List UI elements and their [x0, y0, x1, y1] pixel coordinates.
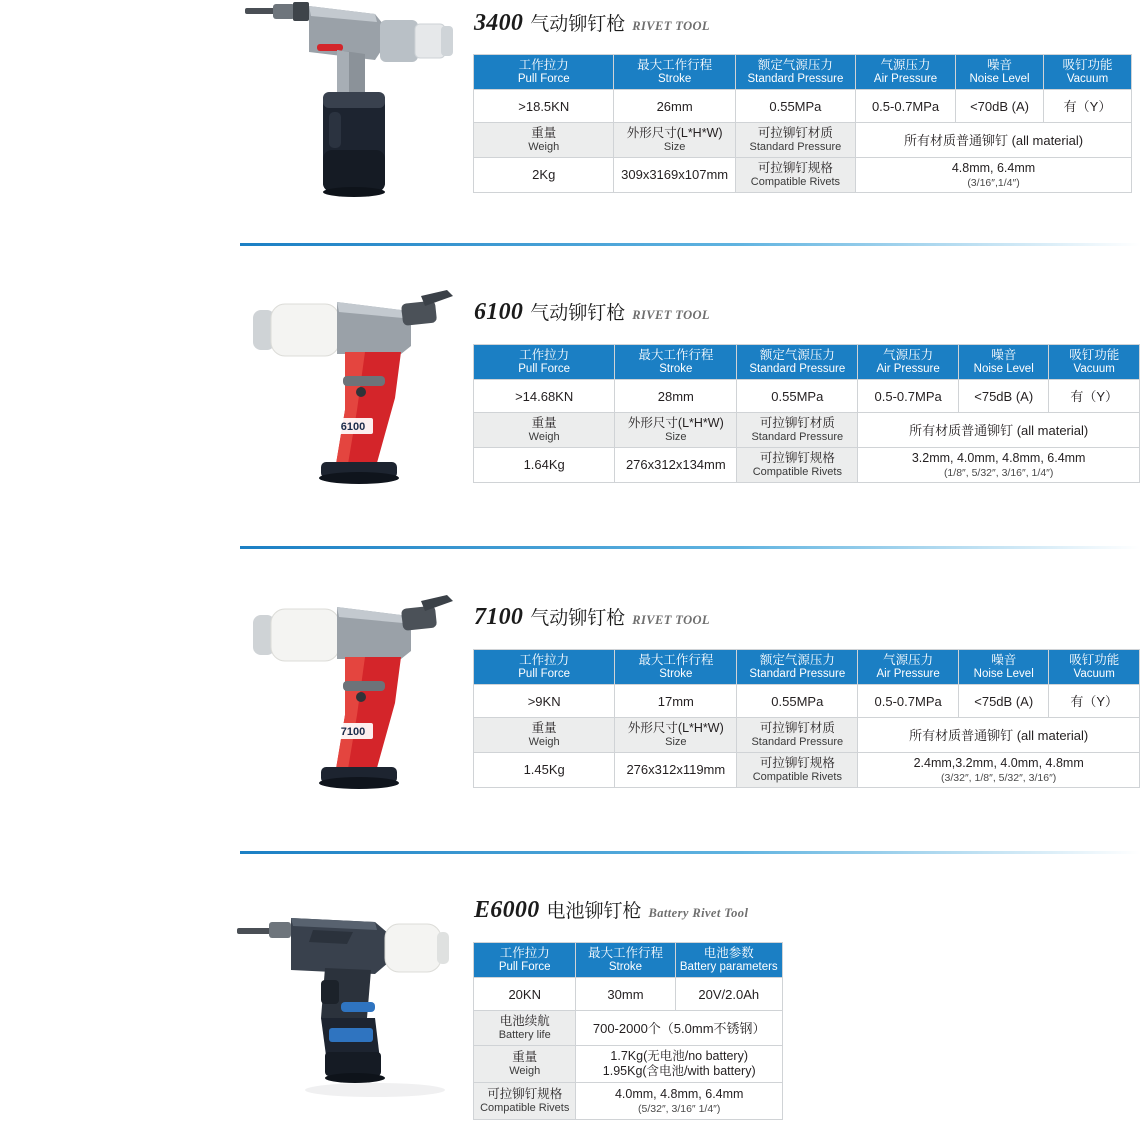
- product-title-cn: 电池铆钉枪: [546, 901, 642, 922]
- row-label-weight: 重量 Weigh: [474, 413, 615, 448]
- col-header-standard-pressure: 额定气源压力 Standard Pressure: [737, 345, 858, 380]
- col-header-noise-level: 噪音 Noise Level: [958, 345, 1048, 380]
- row-label-compatible-rivets: 可拉铆钉规格 Compatible Rivets: [735, 158, 855, 193]
- pneumatic-rivet-tool-6100-image: [225, 280, 460, 505]
- col-header-pull-force: 工作拉力 Pull Force: [474, 650, 615, 685]
- spec-table-3400: [473, 54, 1132, 193]
- cell-noise-level: <75dB (A): [958, 380, 1048, 413]
- cell-size: 309x3169x107mm: [614, 158, 735, 193]
- cell-stroke: 30mm: [576, 978, 675, 1011]
- cell-battery-life: 700-2000个（5.0mm不锈钢）: [576, 1011, 783, 1046]
- cell-pull-force: >9KN: [474, 685, 615, 718]
- product-title-en: RIVET TOOL: [632, 613, 710, 627]
- table-row: [474, 943, 783, 978]
- cell-pull-force: 20KN: [474, 978, 576, 1011]
- product-title-e6000: [474, 896, 748, 924]
- spec-table-6100: [473, 344, 1140, 483]
- cell-weight: 1.45Kg: [474, 753, 615, 788]
- cell-compatible-rivets: 2.4mm,3.2mm, 4.0mm, 4.8mm (3/32″, 1/8″, 5/32″, 3/16″): [858, 753, 1140, 788]
- table-row: [474, 718, 1140, 753]
- product-title-cn: 气动铆钉枪: [530, 14, 626, 35]
- cell-stroke: 17mm: [615, 685, 737, 718]
- col-header-battery-parameters: 电池参数 Battery parameters: [675, 943, 782, 978]
- row-label-compatible-rivets: 可拉铆钉规格 Compatible Rivets: [737, 448, 858, 483]
- col-header-air-pressure: 气源压力 Air Pressure: [858, 650, 959, 685]
- cell-air-pressure: 0.5-0.7MPa: [856, 90, 956, 123]
- col-header-pull-force: 工作拉力 Pull Force: [474, 55, 614, 90]
- row-label-battery-life: 电池续航 Battery life: [474, 1011, 576, 1046]
- cell-standard-pressure: 0.55MPa: [737, 685, 858, 718]
- cell-weight: 1.64Kg: [474, 448, 615, 483]
- row-label-size: 外形尺寸(L*H*W) Size: [615, 413, 737, 448]
- product-model-label: 7100: [474, 604, 524, 630]
- row-label-compatible-rivets: 可拉铆钉规格 Compatible Rivets: [737, 753, 858, 788]
- row-label-weight: 重量 Weigh: [474, 718, 615, 753]
- product-block-6100: [0, 280, 1140, 530]
- table-row: [474, 90, 1132, 123]
- product-model-label: 6100: [474, 299, 524, 325]
- product-block-7100: [0, 585, 1140, 835]
- spec-table-7100: [473, 649, 1140, 788]
- table-row: [474, 753, 1140, 788]
- cell-compatible-rivets: 3.2mm, 4.0mm, 4.8mm, 6.4mm (1/8″, 5/32″, 3/16″, 1/4″): [858, 448, 1140, 483]
- cell-noise-level: <75dB (A): [958, 685, 1048, 718]
- battery-rivet-tool-e6000-image: [225, 900, 475, 1120]
- col-header-stroke: 最大工作行程 Stroke: [614, 55, 735, 90]
- table-row: [474, 1083, 783, 1120]
- row-label-rivet-material: 可拉铆钉材质 Standard Pressure: [735, 123, 855, 158]
- row-label-rivet-material: 可拉铆钉材质 Standard Pressure: [737, 413, 858, 448]
- cell-standard-pressure: 0.55MPa: [737, 380, 858, 413]
- row-label-rivet-material: 可拉铆钉材质 Standard Pressure: [737, 718, 858, 753]
- col-header-noise-level: 噪音 Noise Level: [958, 650, 1048, 685]
- cell-vacuum: 有（Y）: [1049, 685, 1140, 718]
- product-title-en: RIVET TOOL: [632, 308, 710, 322]
- section-divider: [240, 851, 1140, 854]
- cell-stroke: 26mm: [614, 90, 735, 123]
- product-block-e6000: [0, 890, 1140, 1135]
- row-label-weight: 重量 Weigh: [474, 123, 614, 158]
- col-header-standard-pressure: 额定气源压力 Standard Pressure: [735, 55, 855, 90]
- product-image-7100: [225, 585, 460, 815]
- product-title-3400: [474, 9, 710, 37]
- table-row: [474, 650, 1140, 685]
- product-title-cn: 气动铆钉枪: [530, 608, 626, 629]
- col-header-vacuum: 吸钉功能 Vacuum: [1044, 55, 1132, 90]
- row-label-size: 外形尺寸(L*H*W) Size: [615, 718, 737, 753]
- col-header-stroke: 最大工作行程 Stroke: [615, 345, 737, 380]
- row-label-size: 外形尺寸(L*H*W) Size: [614, 123, 735, 158]
- cell-weight: 2Kg: [474, 158, 614, 193]
- cell-rivet-material: 所有材质普通铆钉 (all material): [858, 718, 1140, 753]
- spec-table-e6000: [473, 942, 783, 1120]
- product-model-label: 3400: [474, 10, 524, 36]
- cell-weight: 1.7Kg(无电池/no battery) 1.95Kg(含电池/with battery): [576, 1046, 783, 1083]
- row-label-weight: 重量 Weigh: [474, 1046, 576, 1083]
- cell-compatible-rivets: 4.0mm, 4.8mm, 6.4mm (5/32″, 3/16″ 1/4″): [576, 1083, 783, 1120]
- col-header-standard-pressure: 额定气源压力 Standard Pressure: [737, 650, 858, 685]
- cell-rivet-material: 所有材质普通铆钉 (all material): [858, 413, 1140, 448]
- table-row: [474, 1046, 783, 1083]
- cell-vacuum: 有（Y）: [1049, 380, 1140, 413]
- table-row: [474, 1011, 783, 1046]
- svg-text:7100: 7100: [340, 726, 366, 738]
- table-row: [474, 123, 1132, 158]
- table-row: [474, 345, 1140, 380]
- table-row: [474, 55, 1132, 90]
- cell-compatible-rivets: 4.8mm, 6.4mm (3/16″,1/4″): [856, 158, 1132, 193]
- cell-rivet-material: 所有材质普通铆钉 (all material): [856, 123, 1132, 158]
- col-header-stroke: 最大工作行程 Stroke: [576, 943, 675, 978]
- section-divider: [240, 243, 1140, 246]
- col-header-noise-level: 噪音 Noise Level: [956, 55, 1044, 90]
- product-title-cn: 气动铆钉枪: [530, 303, 626, 324]
- product-title-en: Battery Rivet Tool: [648, 906, 749, 920]
- col-header-air-pressure: 气源压力 Air Pressure: [856, 55, 956, 90]
- product-title-7100: [474, 603, 710, 631]
- cell-pull-force: >14.68KN: [474, 380, 615, 413]
- product-image-e6000: [225, 900, 475, 1125]
- table-row: [474, 380, 1140, 413]
- table-row: [474, 685, 1140, 718]
- cell-battery-parameters: 20V/2.0Ah: [675, 978, 782, 1011]
- table-row: [474, 158, 1132, 193]
- product-image-3400: [225, 0, 460, 230]
- cell-noise-level: <70dB (A): [956, 90, 1044, 123]
- pneumatic-rivet-tool-7100-image: [225, 585, 460, 810]
- cell-pull-force: >18.5KN: [474, 90, 614, 123]
- product-title-en: RIVET TOOL: [632, 19, 710, 33]
- pneumatic-rivet-tool-3400-image: [225, 0, 460, 225]
- cell-air-pressure: 0.5-0.7MPa: [858, 685, 959, 718]
- col-header-vacuum: 吸钉功能 Vacuum: [1049, 345, 1140, 380]
- table-row: [474, 413, 1140, 448]
- col-header-air-pressure: 气源压力 Air Pressure: [858, 345, 959, 380]
- product-block-3400: [0, 0, 1140, 250]
- cell-stroke: 28mm: [615, 380, 737, 413]
- table-row: [474, 448, 1140, 483]
- col-header-vacuum: 吸钉功能 Vacuum: [1049, 650, 1140, 685]
- table-row: [474, 978, 783, 1011]
- product-title-6100: [474, 298, 710, 326]
- cell-size: 276x312x119mm: [615, 753, 737, 788]
- product-model-label: E6000: [474, 897, 540, 923]
- cell-size: 276x312x134mm: [615, 448, 737, 483]
- cell-air-pressure: 0.5-0.7MPa: [858, 380, 959, 413]
- row-label-compatible-rivets: 可拉铆钉规格 Compatible Rivets: [474, 1083, 576, 1120]
- section-divider: [240, 546, 1140, 549]
- col-header-pull-force: 工作拉力 Pull Force: [474, 943, 576, 978]
- svg-text:6100: 6100: [340, 421, 366, 433]
- cell-vacuum: 有（Y）: [1044, 90, 1132, 123]
- col-header-pull-force: 工作拉力 Pull Force: [474, 345, 615, 380]
- col-header-stroke: 最大工作行程 Stroke: [615, 650, 737, 685]
- cell-standard-pressure: 0.55MPa: [735, 90, 855, 123]
- product-image-6100: [225, 280, 460, 510]
